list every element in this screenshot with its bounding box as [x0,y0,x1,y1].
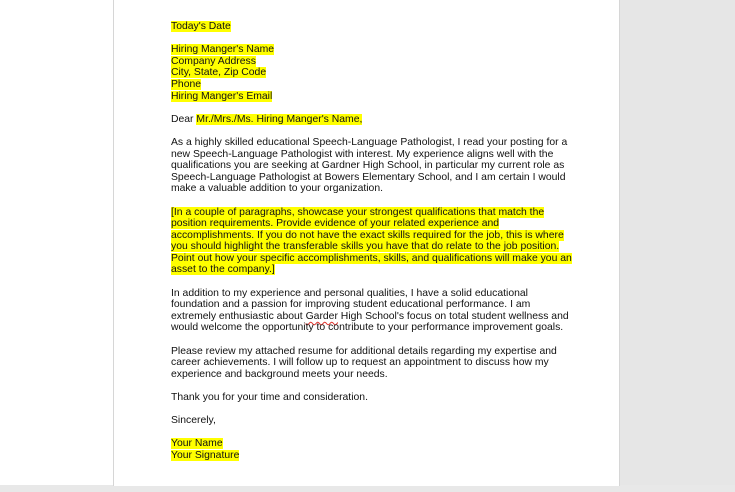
phone-placeholder: Phone [171,78,202,90]
salutation-name-placeholder: Mr./Mrs./Ms. Hiring Manger's Name, [196,113,363,125]
paragraph-line: As a highly skilled educational Speech-Language Pathologist, I read your posting for a [171,136,568,148]
placeholder-line: accomplishments. If you do not have the exact skills required for the job, this is where [171,229,564,241]
placeholder-line: you should highlight the transferable skills you have that do relate to the job position. [171,241,560,253]
city-state-zip-placeholder: City, State, Zip Code [171,67,267,79]
paragraph-line: experience and background meets your needs. [171,368,388,380]
hiring-email-line [171,91,571,103]
paragraph-line: foundation and a passion for improving student educational performance. I am [171,299,531,311]
city-state-zip-line [171,67,571,79]
paragraph-line: make a valuable addition to your organization. [171,183,383,195]
placeholder-line: [In a couple of paragraphs, showcase your strongest qualifications that match the [171,206,545,218]
paragraph-line: Speech-Language Pathologist at Bowers Elementary School, and I am certain I would [171,171,566,183]
right-gutter [620,0,735,492]
placeholder-line: Point out how your specific accomplishments, skills, and qualifications will make you an [171,252,572,264]
paragraph-qualities [171,288,571,334]
left-gutter [0,0,113,492]
paragraph-line: career achievements. I will follow up to request an appointment to discuss how my [171,357,549,369]
phone-line [171,79,571,91]
paragraph-line: would welcome the opportunity to contribute to your performance improvement goals. [171,322,564,334]
date-placeholder: Today's Date [171,21,231,32]
paragraph-line: In addition to my experience and personal qualities, I have a solid educational [171,287,528,299]
paragraph-line: Please review my attached resume for additional details regarding my expertise and [171,345,557,357]
placeholder-line: asset to the company.] [171,264,275,276]
closing-line: Sincerely, [171,415,216,427]
misspelled-word[interactable]: Garder [305,310,338,322]
letter-body[interactable] [171,21,571,462]
signature-name-line [171,438,571,450]
date-line [171,21,571,33]
signature-placeholder: Your Signature [171,449,240,461]
hiring-name-placeholder: Hiring Manger's Name [171,44,275,56]
paragraph-intro [171,137,571,195]
paragraph-resume [171,346,571,381]
signature-name-placeholder: Your Name [171,438,223,450]
hiring-name-line [171,44,571,56]
paragraph-line: qualifications you are seeking at Gardner High School, in particular my current role as [171,160,565,172]
thanks-line: Thank you for your time and consideration. [171,392,368,403]
company-address-line [171,56,571,68]
salutation-prefix: Dear [171,113,197,125]
hiring-email-placeholder: Hiring Manger's Email [171,90,273,102]
paragraph-line: extremely enthusiastic about Garder High School's focus on total student wellness and [171,310,569,322]
paragraph-line: new Speech-Language Pathologist with interest. My experience aligns well with the [171,148,554,160]
placeholder-line: position requirements. Provide evidence of your related experience and [171,218,500,230]
company-address-placeholder: Company Address [171,55,256,67]
paragraph-placeholder [171,207,571,277]
bottom-strip [0,485,735,492]
document-page[interactable] [113,0,620,486]
signature-line [171,450,571,462]
salutation [171,114,571,126]
